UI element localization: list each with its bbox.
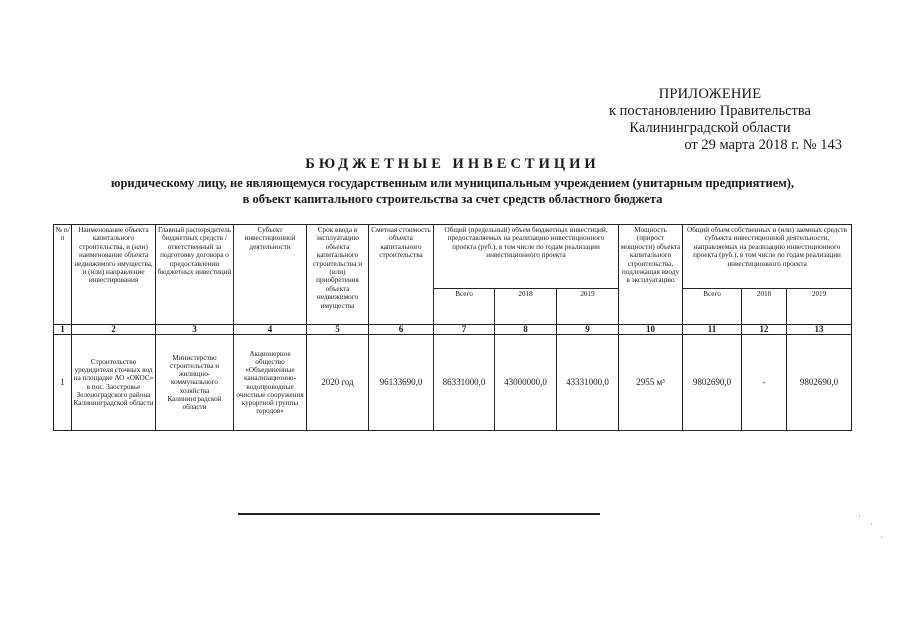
row-capacity: 2955 м³ [619, 335, 683, 431]
column-number-row [54, 325, 852, 335]
scan-speck: · [858, 512, 861, 521]
appendix-heading: ПРИЛОЖЕНИЕ [658, 86, 762, 102]
header-estimate: Сметная стоимость объекта капитального строительства [369, 225, 434, 325]
scan-speck: · [880, 533, 883, 542]
header-own-total: Всего [683, 289, 742, 325]
header-own-2019: 2019 [787, 289, 852, 325]
investment-table [53, 224, 852, 431]
row-budget-2019: 43331000,0 [557, 335, 619, 431]
header-manager: Главный распорядитель бюджетных средств / ответственный за подготовку договора о предоставлении бюджетных инвестиций [156, 225, 234, 325]
row-own-2019: 9802690,0 [787, 335, 852, 431]
row-budget-2018: 43000000,0 [495, 335, 557, 431]
document-subtitle [0, 175, 905, 207]
header-object: Наименование объекта капитального строительства, и (или) наименование объекта недвижимого имущества, и (или) направление инвестирования [72, 225, 156, 325]
row-subject: Акционерное общество «Объединенные канализационно-водопроводные очистные сооружения курортной группы городов» [234, 335, 307, 431]
col-number: 9 [557, 325, 619, 335]
row-term: 2020 год [307, 335, 369, 431]
row-own-2018: - [742, 335, 787, 431]
header-budget-2019: 2019 [557, 289, 619, 325]
row-budget-total: 86331000,0 [434, 335, 495, 431]
col-number: 7 [434, 325, 495, 335]
header-own-group: Общий объем собственных и (или) заемных средств субъекта инвестиционной деятельности, направляемых на реализацию инвестиционного проекта (руб.), в том числе по годам реализации инвестиционного проекта [683, 225, 852, 289]
scan-speck: · [870, 520, 873, 529]
row-estimate: 96133690,0 [369, 335, 434, 431]
appendix-line-1: к постановлению Правительства [609, 103, 811, 119]
col-number: 5 [307, 325, 369, 335]
col-number: 11 [683, 325, 742, 335]
header-budget-total: Всего [434, 289, 495, 325]
row-object: Строительство уредидителя сточных вод на площадке АО «ОКОС» в пос. Заостровье Зеленоградского района Калининградской области [72, 335, 156, 431]
col-number: 4 [234, 325, 307, 335]
signature-divider [238, 513, 600, 515]
subtitle-line-2: в объект капитального строительства за счет средств областного бюджета [242, 192, 663, 206]
col-number: 1 [54, 325, 72, 335]
col-number: 13 [787, 325, 852, 335]
header-capacity: Мощность (прирост мощности) объекта капитального строительства, подлежащая вводу в эксплуатацию [619, 225, 683, 325]
col-number: 6 [369, 325, 434, 335]
row-num: 1 [54, 335, 72, 431]
header-num: № п/п [54, 225, 72, 325]
row-own-total: 9802690,0 [683, 335, 742, 431]
appendix-line-2: Калининградской области [629, 120, 791, 136]
subtitle-line-1: юридическому лицу, не являющемуся государственным или муниципальным учреждением (унитарным предприятием), [110, 176, 795, 190]
header-row-1 [54, 225, 852, 289]
col-number: 10 [619, 325, 683, 335]
header-term: Срок ввода в эксплуатацию объекта капитального строительства и (или) приобретения объекта недвижимого имущества [307, 225, 369, 325]
col-number: 8 [495, 325, 557, 335]
header-budget-group: Общий (предельный) объем бюджетных инвестиций, предоставляемых на реализацию инвестиционного проекта (руб.), в том числе по годам реализации инвестиционного проекта [434, 225, 619, 289]
col-number: 3 [156, 325, 234, 335]
document-title: БЮДЖЕТНЫЕ ИНВЕСТИЦИИ [305, 156, 600, 172]
appendix-block [560, 86, 860, 154]
header-subject: Субъект инвестиционной деятельности [234, 225, 307, 325]
col-number: 2 [72, 325, 156, 335]
appendix-date: от 29 марта 2018 г. № 143 [684, 137, 842, 153]
header-own-2018: 2018 [742, 289, 787, 325]
col-number: 12 [742, 325, 787, 335]
row-manager: Министерство строительства и жилищно-коммунального хозяйства Калининградской области [156, 335, 234, 431]
table-row [54, 335, 852, 431]
header-budget-2018: 2018 [495, 289, 557, 325]
